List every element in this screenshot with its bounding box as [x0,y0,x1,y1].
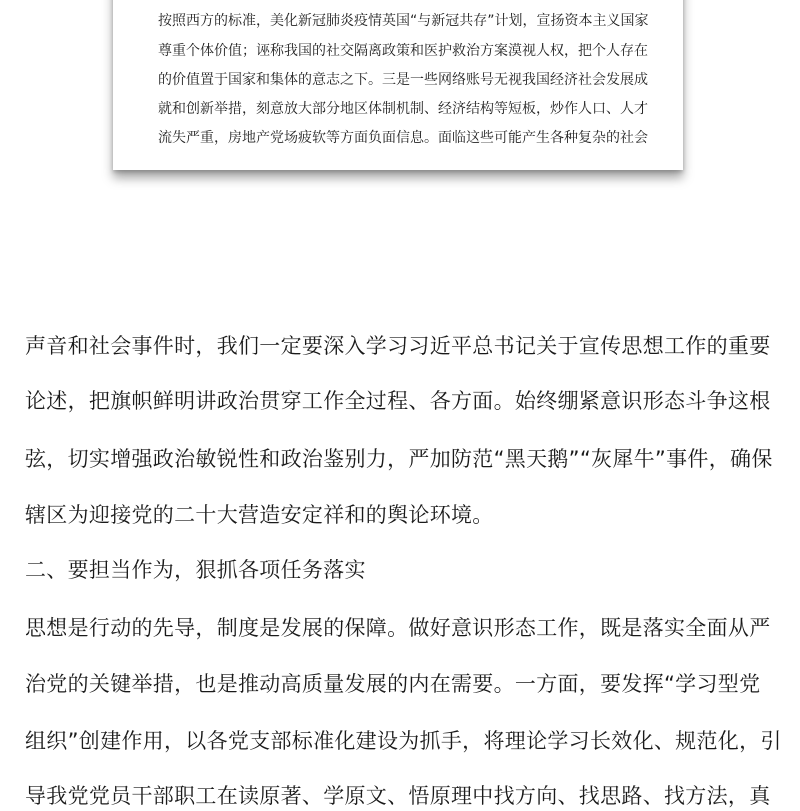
paragraph-line: 组织”创建作用，以各党支部标准化建设为抓手，将理论学习长效化、规范化，引 [25,729,782,753]
paragraph-line: 声音和社会事件时，我们一定要深入学习习近平总书记关于宣传思想工作的重要 [25,334,771,358]
section-heading: 二、要担当作为，狠抓各项任务落实 [25,558,366,582]
paragraph-line: 弦，切实增强政治敏锐性和政治鉴别力，严加防范“黑天鹅”“灰犀牛”事件，确保 [25,447,773,471]
paragraph-line: 思想是行动的先导，制度是发展的保障。做好意识形态工作，既是落实全面从严 [25,616,771,640]
preview-line: 就和创新举措，刻意放大部分地区体制机制、经济结构等短板，炒作人口、人才 [158,101,648,117]
preview-line: 流失严重，房地产党场疲软等方面负面信息。面临这些可能产生各种复杂的社会 [158,130,648,146]
document-preview-card [113,0,683,170]
preview-line: 的价值置于国家和集体的意志之下。三是一些网络账号无视我国经济社会发展成 [158,72,648,88]
paragraph-line: 导我党党员干部职工在读原著、学原文、悟原理中找方向、找思路、找方法，真 [25,784,771,808]
paragraph-line: 辖区为迎接党的二十大营造安定祥和的舆论环境。 [25,503,494,527]
preview-line: 按照西方的标准，美化新冠肺炎疫情英国“与新冠共存”计划，宣扬资本主义国家 [158,13,649,29]
preview-line: 尊重个体价值；诬称我国的社交隔离政策和医护救治方案漠视人权，把个人存在 [158,43,648,59]
paragraph-line: 治党的关键举措，也是推动高质量发展的内在需要。一方面，要发挥“学习型党 [25,672,761,696]
paragraph-line: 论述，把旗帜鲜明讲政治贯穿工作全过程、各方面。始终绷紧意识形态斗争这根 [25,389,771,413]
